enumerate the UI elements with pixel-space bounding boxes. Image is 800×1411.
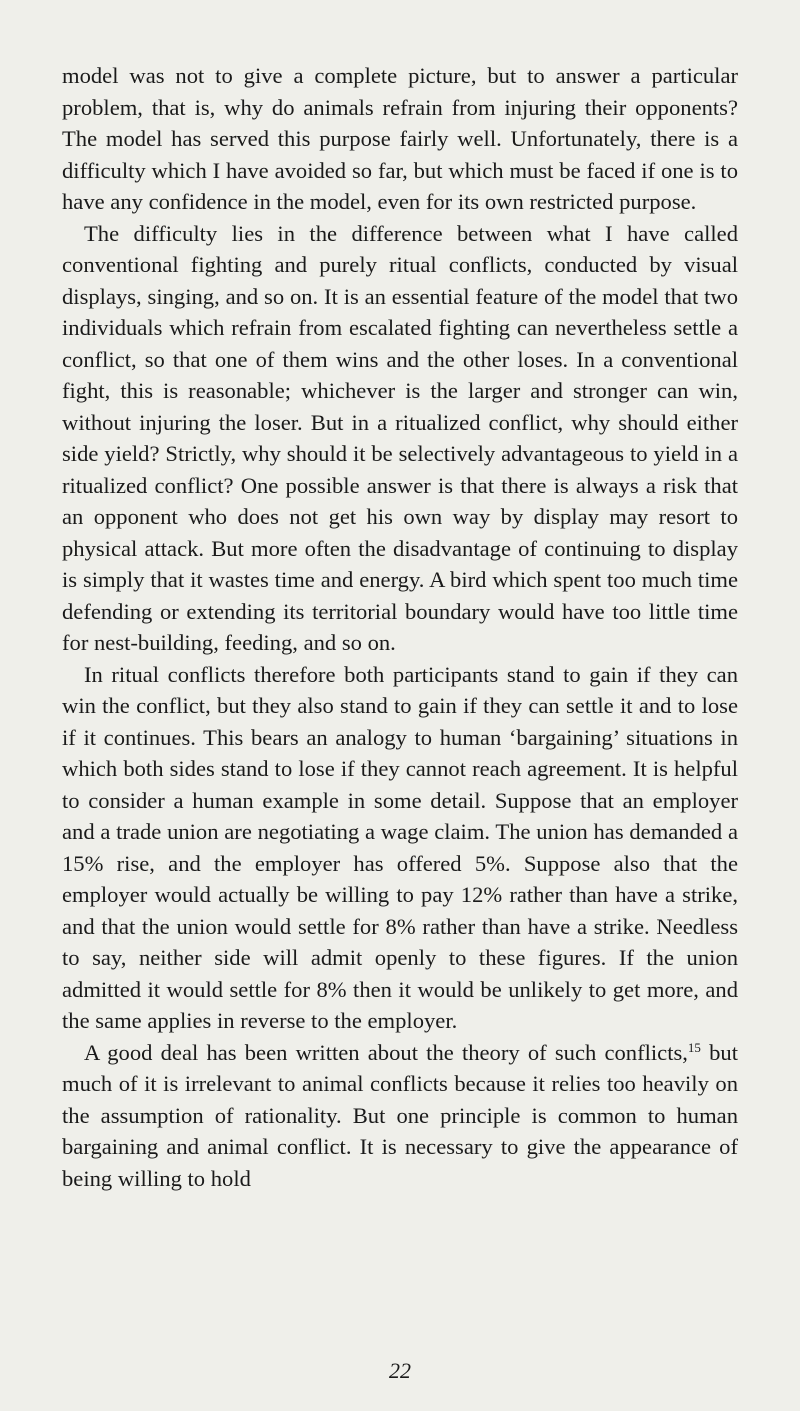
paragraph-theory-text-end: but much of it is irrelevant to animal conflicts because it relies too heavily on the assumption of rationality. But one principle is common to human bargaining and animal conflict. It is necessary to give the appearance of being willing to hold (62, 1039, 738, 1191)
paragraph-theory (62, 1037, 738, 1195)
paragraph-difficulty: The difficulty lies in the difference between what I have called conventional fighting and purely ritual conflicts, conducted by visual displays, singing, and so on. It is an essential feature of the model that two individuals which refrain from escalated fighting can nevertheless settle a conflict, so that one of them wins and the other loses. In a conventional fight, this is reasonable; whichever is the larger and stronger can win, without injuring the loser. But in a ritualized conflict, why should either side yield? Strictly, why should it be selectively advantageous to yield in a ritualized conflict? One possible answer is that there is always a risk that an opponent who does not get his own way by display may resort to physical attack. But more often the disadvantage of continuing to display is simply that it wastes time and energy. A bird which spent too much time defending or extending its territorial boundary would have too little time for nest-building, feeding, and so on. (62, 220, 738, 655)
footnote-reference: 15 (687, 1039, 701, 1055)
body-text (62, 60, 738, 1194)
paragraph-continued: model was not to give a complete picture, but to answer a particular problem, that is, why do animals refrain from injuring their opponents? The model has served this purpose fairly well. Unfortunately, there is a difficulty which I have avoided so far, but which must be faced if one is to have any confidence in the model, even for its own restricted purpose. (62, 63, 738, 214)
paragraph-theory-text-start: A good deal has been written about the theory of such conflicts, (84, 1039, 688, 1065)
paragraph-ritual-conflicts: In ritual conflicts therefore both participants stand to gain if they can win the conflict, but they also stand to gain if they can settle it and to lose if it continues. This bears an analogy to human ‘bargaining’ situations in which both sides stand to lose if they cannot reach agreement. It is helpful to consider a human example in some detail. Suppose that an employer and a trade union are negotiating a wage claim. The union has demanded a 15% rise, and the employer has offered 5%. Suppose also that the employer would actually be willing to pay 12% rather than have a strike, and that the union would settle for 8% rather than have a strike. Needless to say, neither side will admit openly to these figures. If the union admitted it would settle for 8% then it would be unlikely to get more, and the same applies in reverse to the employer. (62, 661, 738, 1033)
page-number: 22 (389, 1358, 411, 1383)
